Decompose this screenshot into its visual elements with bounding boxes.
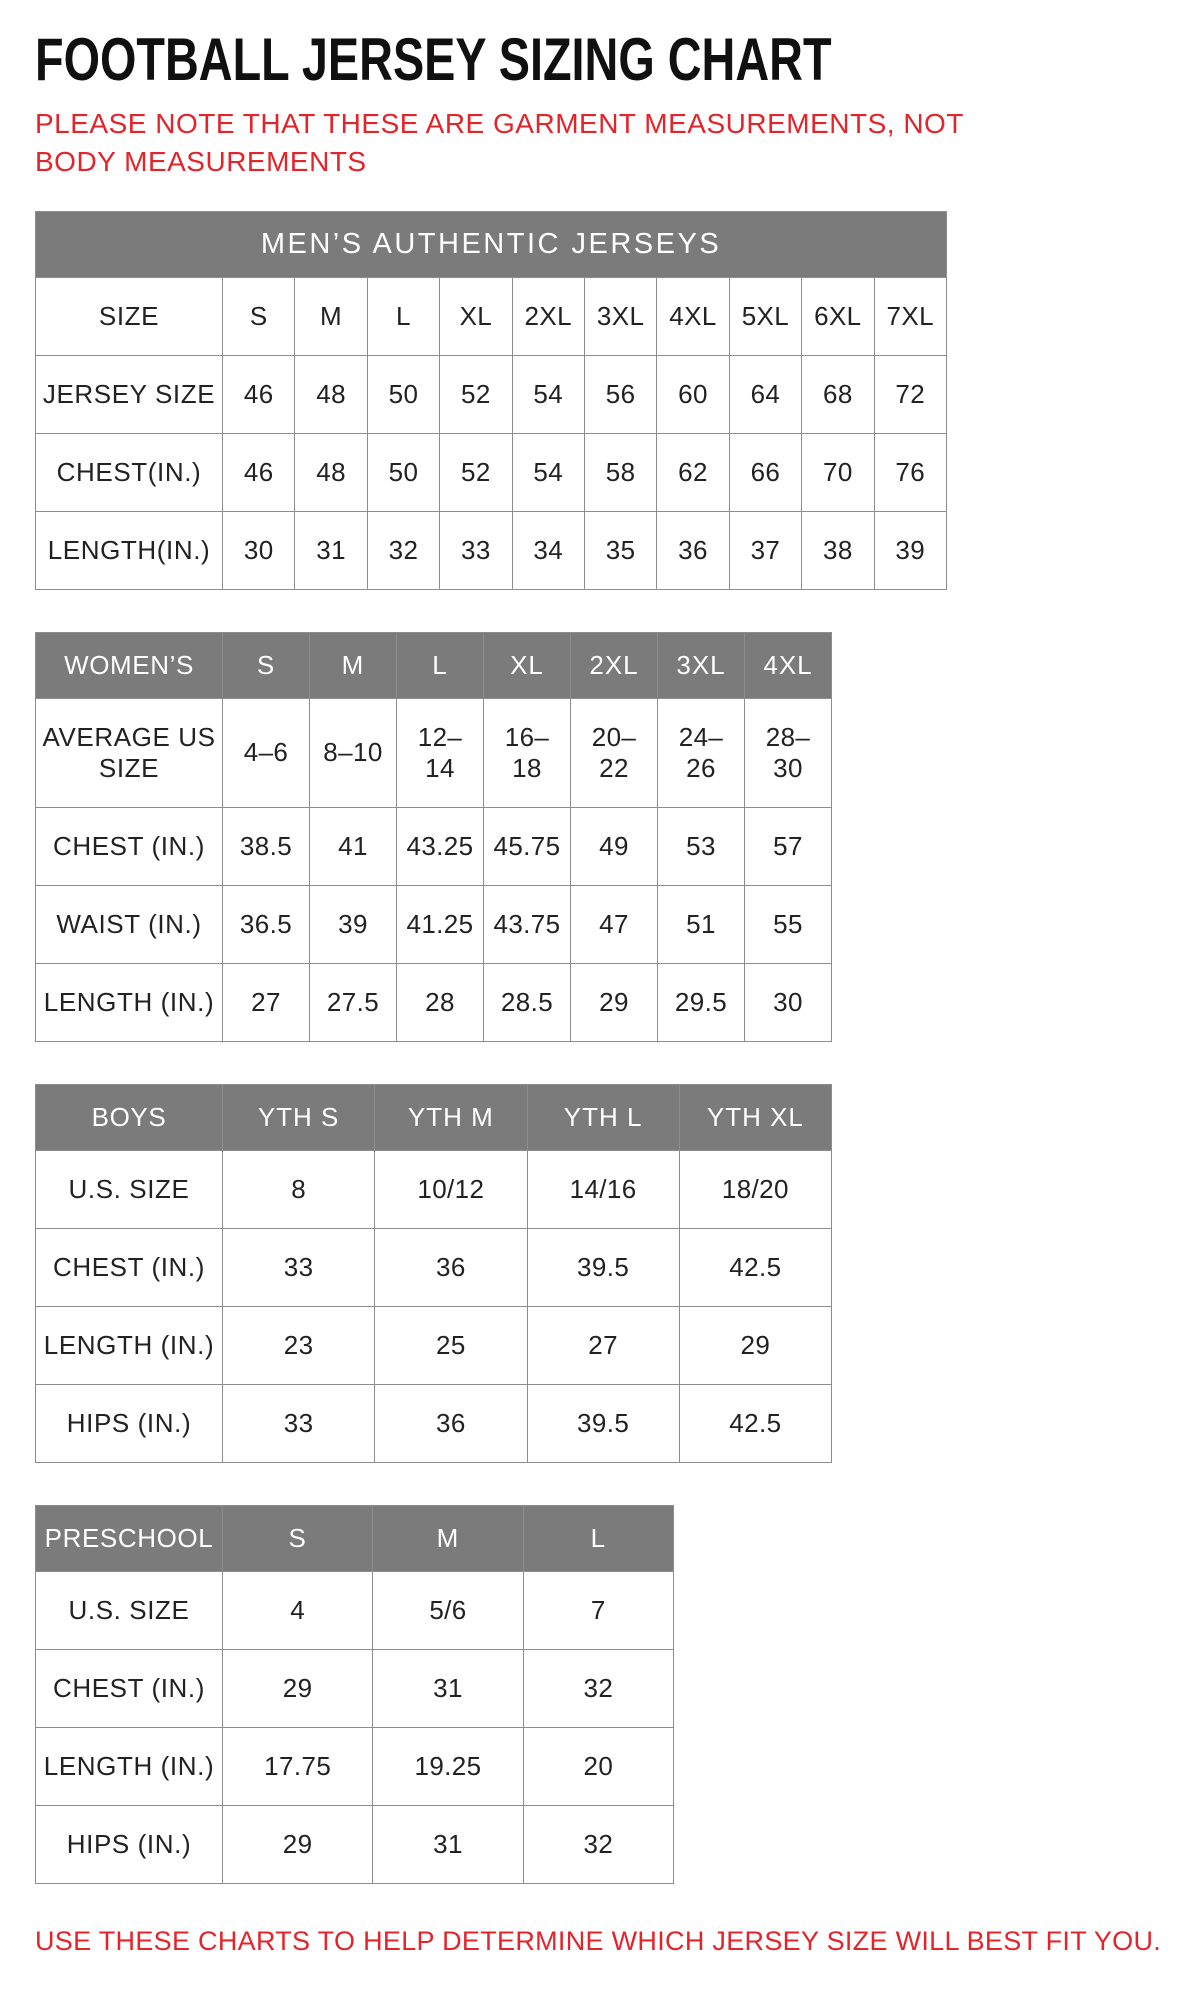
preschool-header-label: PRESCHOOL bbox=[36, 1505, 223, 1571]
value-cell: 68 bbox=[802, 355, 874, 433]
value-cell: 20 bbox=[523, 1727, 673, 1805]
table-row bbox=[36, 277, 947, 355]
column-header-cell: S bbox=[223, 1505, 373, 1571]
value-cell: 24–26 bbox=[658, 698, 745, 807]
table-row bbox=[36, 355, 947, 433]
value-cell: 39 bbox=[310, 885, 397, 963]
sizing-table-boys bbox=[35, 1084, 1165, 1463]
value-cell: 54 bbox=[512, 355, 584, 433]
value-cell: 50 bbox=[367, 355, 439, 433]
value-cell: 39 bbox=[874, 511, 946, 589]
row-label: LENGTH (IN.) bbox=[36, 1306, 223, 1384]
value-cell: 29 bbox=[571, 963, 658, 1041]
footer-note: USE THESE CHARTS TO HELP DETERMINE WHICH JERSEY SIZE WILL BEST FIT YOU. bbox=[35, 1925, 1162, 1956]
value-cell: 5/6 bbox=[373, 1571, 523, 1649]
page-subtitle: PLEASE NOTE THAT THESE ARE GARMENT MEASUREMENTS, NOT BODY MEASUREMENTS bbox=[35, 108, 964, 177]
value-cell: 16–18 bbox=[484, 698, 571, 807]
row-label: CHEST (IN.) bbox=[36, 807, 223, 885]
column-header-cell: M bbox=[310, 632, 397, 698]
value-cell: 46 bbox=[223, 433, 295, 511]
value-cell: 48 bbox=[295, 355, 367, 433]
value-cell: 39.5 bbox=[527, 1228, 679, 1306]
value-cell: 45.75 bbox=[484, 807, 571, 885]
value-cell: 54 bbox=[512, 433, 584, 511]
value-cell: 8 bbox=[223, 1150, 375, 1228]
table-row bbox=[36, 1571, 674, 1649]
mens-banner: MEN’S AUTHENTIC JERSEYS bbox=[36, 211, 947, 277]
row-label: LENGTH (IN.) bbox=[36, 1727, 223, 1805]
value-cell: 20–22 bbox=[571, 698, 658, 807]
value-cell: 5XL bbox=[729, 277, 801, 355]
boys-header-label: BOYS bbox=[36, 1084, 223, 1150]
table-row bbox=[36, 963, 832, 1041]
value-cell: 55 bbox=[745, 885, 832, 963]
value-cell: 36.5 bbox=[223, 885, 310, 963]
page-title: FOOTBALL JERSEY SIZING CHART bbox=[35, 26, 832, 93]
value-cell: 27.5 bbox=[310, 963, 397, 1041]
value-cell: 62 bbox=[657, 433, 729, 511]
value-cell: 4 bbox=[223, 1571, 373, 1649]
table-row bbox=[36, 511, 947, 589]
value-cell: 29.5 bbox=[658, 963, 745, 1041]
table-row bbox=[36, 885, 832, 963]
value-cell: 7XL bbox=[874, 277, 946, 355]
value-cell: 38.5 bbox=[223, 807, 310, 885]
womens-header-row bbox=[36, 632, 832, 698]
column-header-cell: XL bbox=[484, 632, 571, 698]
row-label: AVERAGE US SIZE bbox=[36, 698, 223, 807]
preschool-table bbox=[35, 1505, 674, 1884]
value-cell: 38 bbox=[802, 511, 874, 589]
value-cell: 41.25 bbox=[397, 885, 484, 963]
value-cell: 51 bbox=[658, 885, 745, 963]
value-cell: 36 bbox=[375, 1228, 527, 1306]
column-header-cell: 2XL bbox=[571, 632, 658, 698]
column-header-cell: S bbox=[223, 632, 310, 698]
value-cell: 29 bbox=[223, 1805, 373, 1883]
value-cell: 18/20 bbox=[679, 1150, 831, 1228]
value-cell: 36 bbox=[375, 1384, 527, 1462]
value-cell: 64 bbox=[729, 355, 801, 433]
value-cell: 4–6 bbox=[223, 698, 310, 807]
sizing-table-preschool bbox=[35, 1505, 1165, 1884]
column-header-cell: 3XL bbox=[658, 632, 745, 698]
value-cell: 30 bbox=[223, 511, 295, 589]
row-label: LENGTH (IN.) bbox=[36, 963, 223, 1041]
value-cell: 29 bbox=[223, 1649, 373, 1727]
value-cell: 19.25 bbox=[373, 1727, 523, 1805]
value-cell: 8–10 bbox=[310, 698, 397, 807]
boys-header-row bbox=[36, 1084, 832, 1150]
value-cell: 30 bbox=[745, 963, 832, 1041]
womens-header-label: WOMEN’S bbox=[36, 632, 223, 698]
row-label: U.S. SIZE bbox=[36, 1571, 223, 1649]
value-cell: 47 bbox=[571, 885, 658, 963]
value-cell: 27 bbox=[223, 963, 310, 1041]
table-row bbox=[36, 433, 947, 511]
value-cell: 42.5 bbox=[679, 1384, 831, 1462]
row-label: CHEST (IN.) bbox=[36, 1649, 223, 1727]
value-cell: 56 bbox=[584, 355, 656, 433]
row-label: U.S. SIZE bbox=[36, 1150, 223, 1228]
table-row bbox=[36, 698, 832, 807]
value-cell: 32 bbox=[523, 1649, 673, 1727]
value-cell: M bbox=[295, 277, 367, 355]
value-cell: 43.25 bbox=[397, 807, 484, 885]
value-cell: 7 bbox=[523, 1571, 673, 1649]
value-cell: 66 bbox=[729, 433, 801, 511]
value-cell: 28 bbox=[397, 963, 484, 1041]
column-header-cell: YTH S bbox=[223, 1084, 375, 1150]
table-row bbox=[36, 1228, 832, 1306]
row-label: JERSEY SIZE bbox=[36, 355, 223, 433]
boys-table bbox=[35, 1084, 832, 1463]
value-cell: 33 bbox=[440, 511, 512, 589]
value-cell: 2XL bbox=[512, 277, 584, 355]
row-label: SIZE bbox=[36, 277, 223, 355]
sizing-table-mens bbox=[35, 211, 1165, 590]
value-cell: 48 bbox=[295, 433, 367, 511]
value-cell: 23 bbox=[223, 1306, 375, 1384]
value-cell: 25 bbox=[375, 1306, 527, 1384]
value-cell: 41 bbox=[310, 807, 397, 885]
value-cell: L bbox=[367, 277, 439, 355]
row-label: CHEST(IN.) bbox=[36, 433, 223, 511]
column-header-cell: YTH XL bbox=[679, 1084, 831, 1150]
table-row bbox=[36, 1727, 674, 1805]
value-cell: 43.75 bbox=[484, 885, 571, 963]
value-cell: 34 bbox=[512, 511, 584, 589]
preschool-header-row bbox=[36, 1505, 674, 1571]
column-header-cell: M bbox=[373, 1505, 523, 1571]
table-row bbox=[36, 807, 832, 885]
value-cell: 31 bbox=[373, 1649, 523, 1727]
value-cell: 57 bbox=[745, 807, 832, 885]
value-cell: 29 bbox=[679, 1306, 831, 1384]
value-cell: 3XL bbox=[584, 277, 656, 355]
value-cell: 35 bbox=[584, 511, 656, 589]
value-cell: 10/12 bbox=[375, 1150, 527, 1228]
table-row bbox=[36, 1649, 674, 1727]
value-cell: 33 bbox=[223, 1384, 375, 1462]
value-cell: 17.75 bbox=[223, 1727, 373, 1805]
row-label: HIPS (IN.) bbox=[36, 1805, 223, 1883]
value-cell: 39.5 bbox=[527, 1384, 679, 1462]
tables-container bbox=[35, 211, 1165, 1884]
value-cell: 14/16 bbox=[527, 1150, 679, 1228]
value-cell: 37 bbox=[729, 511, 801, 589]
column-header-cell: 4XL bbox=[745, 632, 832, 698]
value-cell: 70 bbox=[802, 433, 874, 511]
value-cell: 76 bbox=[874, 433, 946, 511]
value-cell: 49 bbox=[571, 807, 658, 885]
value-cell: 52 bbox=[440, 433, 512, 511]
value-cell: 53 bbox=[658, 807, 745, 885]
value-cell: 33 bbox=[223, 1228, 375, 1306]
value-cell: 32 bbox=[367, 511, 439, 589]
value-cell: 32 bbox=[523, 1805, 673, 1883]
womens-table bbox=[35, 632, 832, 1042]
value-cell: 42.5 bbox=[679, 1228, 831, 1306]
column-header-cell: L bbox=[397, 632, 484, 698]
value-cell: 12–14 bbox=[397, 698, 484, 807]
row-label: WAIST (IN.) bbox=[36, 885, 223, 963]
sizing-table-womens bbox=[35, 632, 1165, 1042]
row-label: HIPS (IN.) bbox=[36, 1384, 223, 1462]
value-cell: 50 bbox=[367, 433, 439, 511]
column-header-cell: YTH M bbox=[375, 1084, 527, 1150]
value-cell: 52 bbox=[440, 355, 512, 433]
column-header-cell: YTH L bbox=[527, 1084, 679, 1150]
column-header-cell: L bbox=[523, 1505, 673, 1571]
value-cell: 28–30 bbox=[745, 698, 832, 807]
row-label: CHEST (IN.) bbox=[36, 1228, 223, 1306]
value-cell: XL bbox=[440, 277, 512, 355]
value-cell: 27 bbox=[527, 1306, 679, 1384]
value-cell: 28.5 bbox=[484, 963, 571, 1041]
value-cell: 58 bbox=[584, 433, 656, 511]
value-cell: 46 bbox=[223, 355, 295, 433]
mens-table bbox=[35, 211, 947, 590]
table-row bbox=[36, 1306, 832, 1384]
value-cell: 36 bbox=[657, 511, 729, 589]
table-row bbox=[36, 1384, 832, 1462]
value-cell: S bbox=[223, 277, 295, 355]
row-label: LENGTH(IN.) bbox=[36, 511, 223, 589]
table-row bbox=[36, 1150, 832, 1228]
value-cell: 4XL bbox=[657, 277, 729, 355]
value-cell: 31 bbox=[373, 1805, 523, 1883]
table-row bbox=[36, 1805, 674, 1883]
value-cell: 60 bbox=[657, 355, 729, 433]
value-cell: 31 bbox=[295, 511, 367, 589]
value-cell: 6XL bbox=[802, 277, 874, 355]
value-cell: 72 bbox=[874, 355, 946, 433]
